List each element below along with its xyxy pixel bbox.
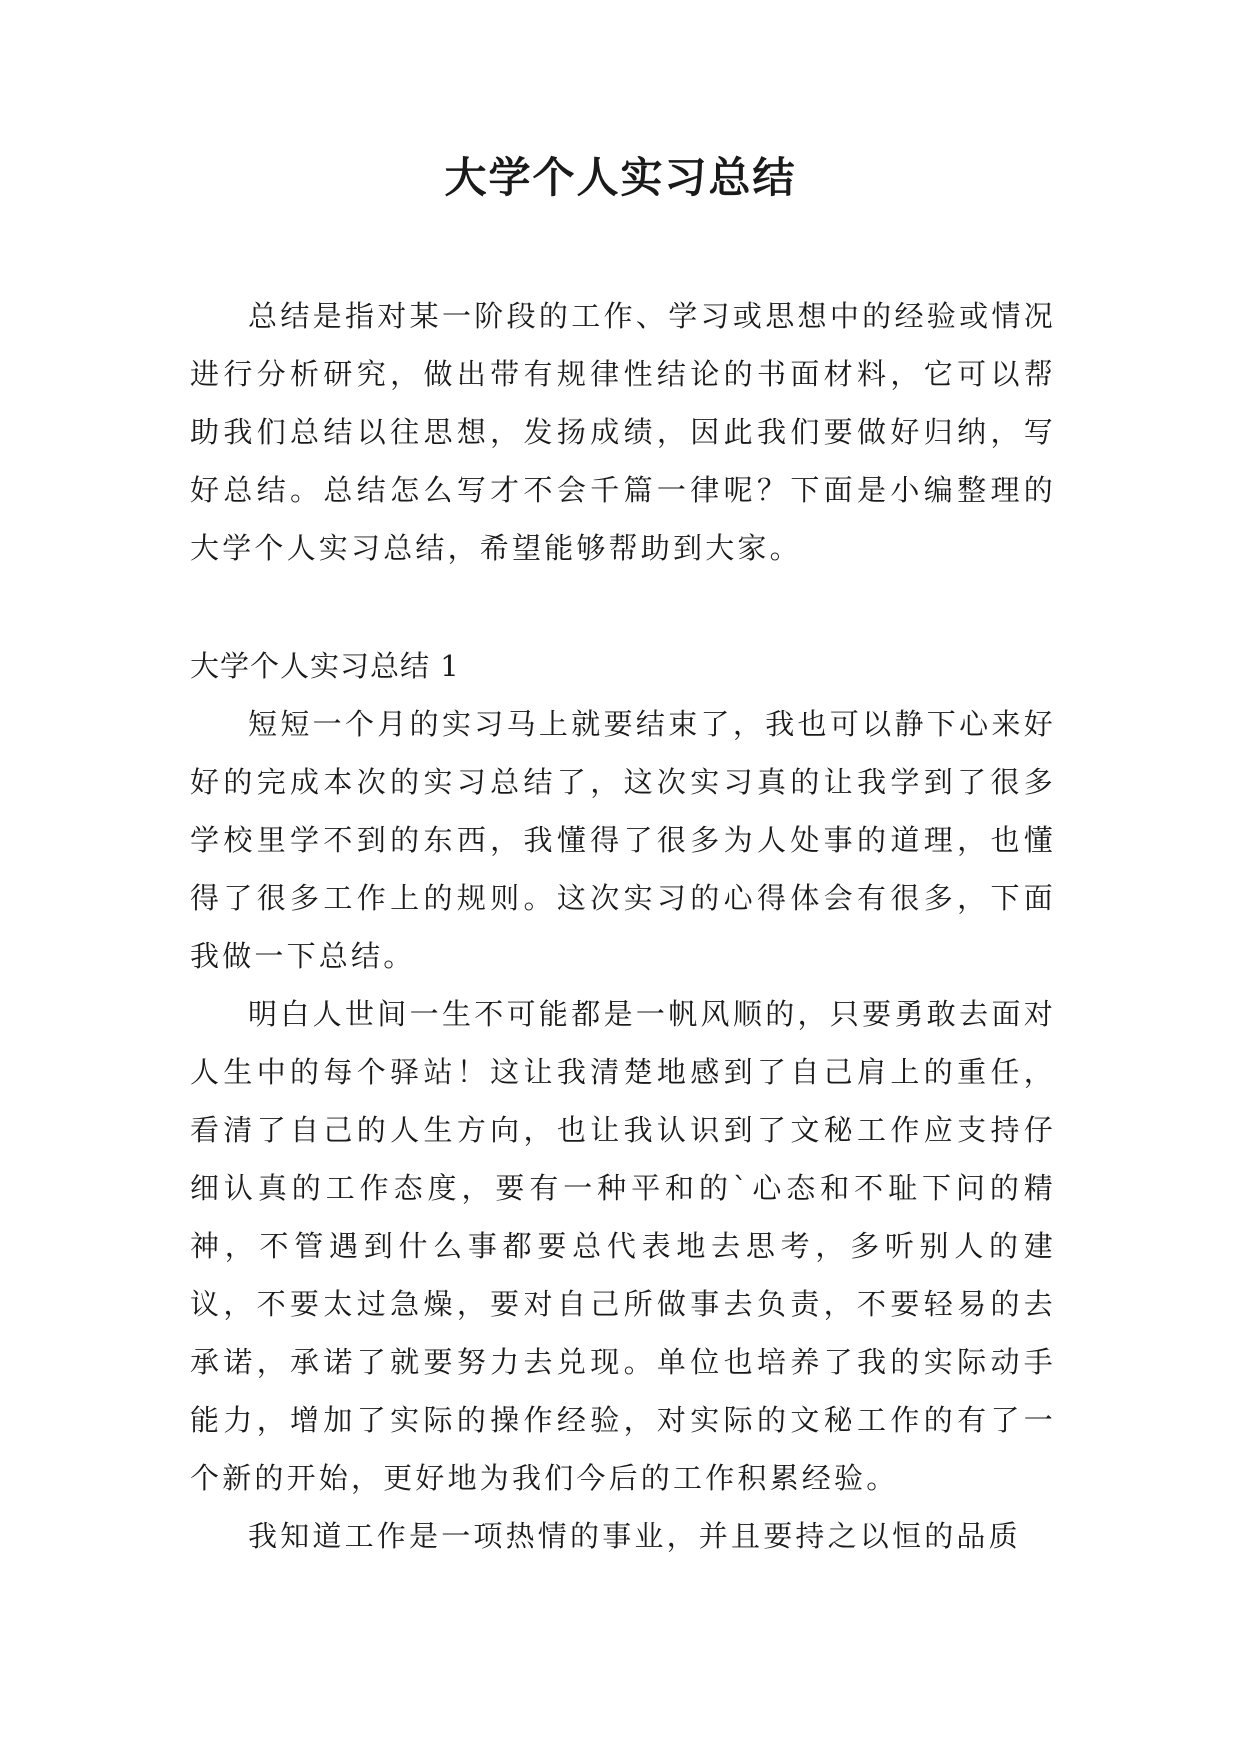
section-heading: 大学个人实习总结 1 <box>190 649 460 683</box>
page-title: 大学个人实习总结 <box>444 153 797 202</box>
section-1 <box>190 637 1056 1565</box>
body-paragraph: 我知道工作是一项热情的事业，并且要持之以恒的品质 <box>248 1519 1021 1553</box>
intro-paragraph: 总结是指对某一阶段的工作、学习或思想中的经验或情况进行分析研究，做出带有规律性结论的书面材料，它可以帮助我们总结以往思想，发扬成绩，因此我们要做好归纳，写好总结。总结怎么写才不会千篇一律呢？下面是小编整理的大学个人实习总结，希望能够帮助到大家。 <box>190 299 1056 565</box>
body-paragraph: 短短一个月的实习马上就要结束了，我也可以静下心来好好的完成本次的实习总结了，这次实习真的让我学到了很多学校里学不到的东西，我懂得了很多为人处事的道理，也懂得了很多工作上的规则。这次实习的心得体会有很多，下面我做一下总结。 <box>190 707 1056 973</box>
body-paragraph: 明白人世间一生不可能都是一帆风顺的，只要勇敢去面对人生中的每个驿站！这让我清楚地感到了自己肩上的重任，看清了自己的人生方向，也让我认识到了文秘工作应支持仔细认真的工作态度，要有一种平和的`心态和不耻下问的精神，不管遇到什么事都要总代表地去思考，多听别人的建议，不要太过急燥，要对自己所做事去负责，不要轻易的去承诺，承诺了就要努力去兑现。单位也培养了我的实际动手能力，增加了实际的操作经验，对实际的文秘工作的有了一个新的开始，更好地为我们今后的工作积累经验。 <box>190 997 1056 1495</box>
intro-section <box>190 287 1056 577</box>
